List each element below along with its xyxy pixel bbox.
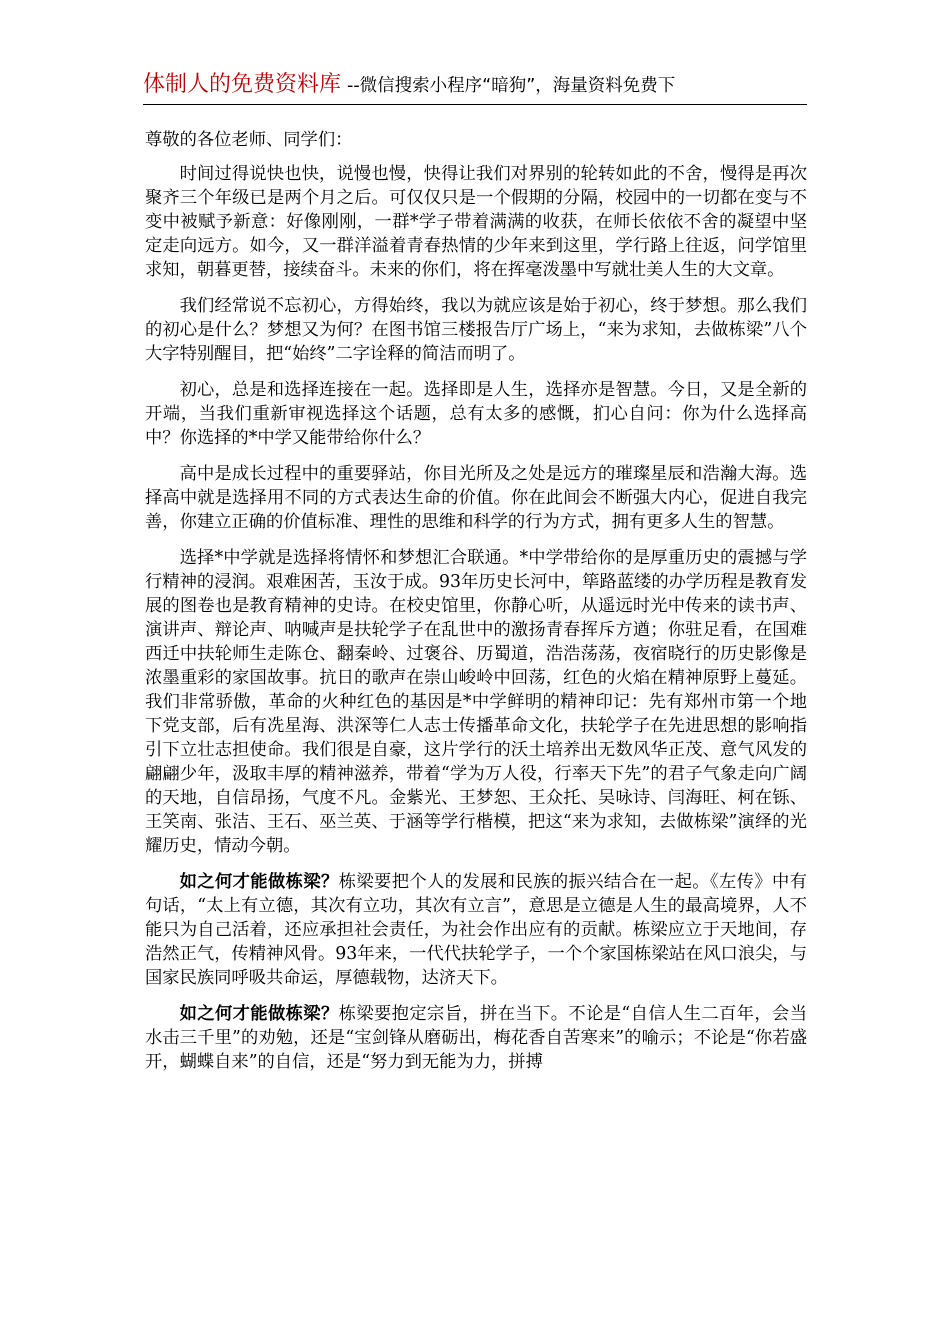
speech-body (145, 128, 807, 1086)
paragraph (145, 546, 807, 858)
paragraph-text: 栋梁要把个人的发展和民族的振兴结合在一起。《左传》中有句话，“太上有立德，其次有立功，其次有立言”，意思是立德是人生的最高境界，人不能只为自己活着，还应承担社会责任，为社会作出应有的贡献。栋梁应立于天地间，存浩然正气，传精神风骨。93年来，一代代扶轮学子，一个个家国栋梁站在风口浪尖，与国家民族同呼吸共命运，厚德载物，达济天下。 (145, 872, 807, 988)
paragraph (145, 162, 807, 282)
paragraph (145, 1002, 807, 1074)
paragraph-text: 初心，总是和选择连接在一起。选择即是人生，选择亦是智慧。今日，又是全新的开端，当我们重新审视选择这个话题，总有太多的感慨，扪心自问：你为什么选择高中？你选择的*中学又能带给你什么？ (145, 380, 807, 448)
paragraph-text: 选择*中学就是选择将情怀和梦想汇合联通。*中学带给你的是厚重历史的震撼与学行精神的浸润。艰难困苦，玉汝于成。93年历史长河中，筚路蓝缕的办学历程是教育发展的图卷也是教育精神的史诗。在校史馆里，你静心听，从遥远时光中传来的读书声、演讲声、辩论声、呐喊声是扶轮学子在乱世中的激扬青春挥斥方遒；你驻足看，在国难西迁中扶轮师生走陈仓、翻秦岭、过褒谷、历蜀道，浩浩荡荡，夜宿晓行的历史影像是浓墨重彩的家国故事。抗日的歌声在崇山峻岭中回荡，红色的火焰在精神原野上蔓延。我们非常骄傲，革命的火种红色的基因是*中学鲜明的精神印记：先有郑州市第一个地下党支部，后有冼星海、洪深等仁人志士传播革命文化，扶轮学子在先进思想的影响指引下立壮志担使命。我们很是自豪，这片学行的沃土培养出无数风华正茂、意气风发的翩翩少年，汲取丰厚的精神滋养，带着“学为万人役，行率天下先”的君子气象走向广阔的天地，自信昂扬，气度不凡。金紫光、王梦恕、王众托、吴咏诗、闫海旺、柯在铄、王笑南、张洁、王石、巫兰英、于涵等学行楷模，把这“来为求知，去做栋梁”演绎的光耀历史，情动今朝。 (145, 548, 807, 856)
paragraph-text: 栋梁要抱定宗旨，拼在当下。不论是“自信人生二百年，会当水击三千里”的劝勉，还是“宝剑锋从磨砺出，梅花香自苦寒来”的喻示；不论是“你若盛开，蝴蝶自来”的自信，还是“努力到无能为力，拼搏 (145, 1004, 807, 1072)
paragraph (145, 378, 807, 450)
paragraph-text: 时间过得说快也快，说慢也慢，快得让我们对界别的轮转如此的不舍，慢得是再次聚齐三个年级已是两个月之后。可仅仅只是一个假期的分隔，校园中的一切都在变与不变中被赋予新意：好像刚刚，一群*学子带着满满的收获，在师长依依不舍的凝望中坚定走向远方。如今，又一群洋溢着青春热情的少年来到这里，学行路上往返，问学馆里求知，朝暮更替，接续奋斗。未来的你们，将在挥毫泼墨中写就壮美人生的大文章。 (145, 164, 807, 280)
paragraph-text: 高中是成长过程中的重要驿站，你目光所及之处是远方的璀璨星辰和浩瀚大海。选择高中就是选择用不同的方式表达生命的价值。你在此间会不断强大内心，促进自我完善，你建立正确的价值标准、理性的思维和科学的行为方式，拥有更多人生的智慧。 (145, 464, 807, 532)
salutation: 尊敬的各位老师、同学们： (145, 130, 353, 150)
paragraph-lead: 如之何才能做栋梁？ (179, 1004, 339, 1024)
paragraph (145, 870, 807, 990)
paragraph-text: 我们经常说不忘初心，方得始终，我以为就应该是始于初心，终于梦想。那么我们的初心是什么？梦想又为何？在图书馆三楼报告厅广场上，“来为求知，去做栋梁”八个大字特别醒目，把“始终”二字诠释的简洁而明了。 (145, 296, 807, 364)
page-header (143, 70, 807, 105)
paragraph (145, 462, 807, 534)
paragraph-lead: 如之何才能做栋梁？ (179, 872, 339, 892)
paragraph (145, 294, 807, 366)
header-brand: 体制人的免费资料库 (143, 72, 342, 97)
header-note: --微信搜索小程序“暗狗”，海量资料免费下 (347, 76, 676, 96)
